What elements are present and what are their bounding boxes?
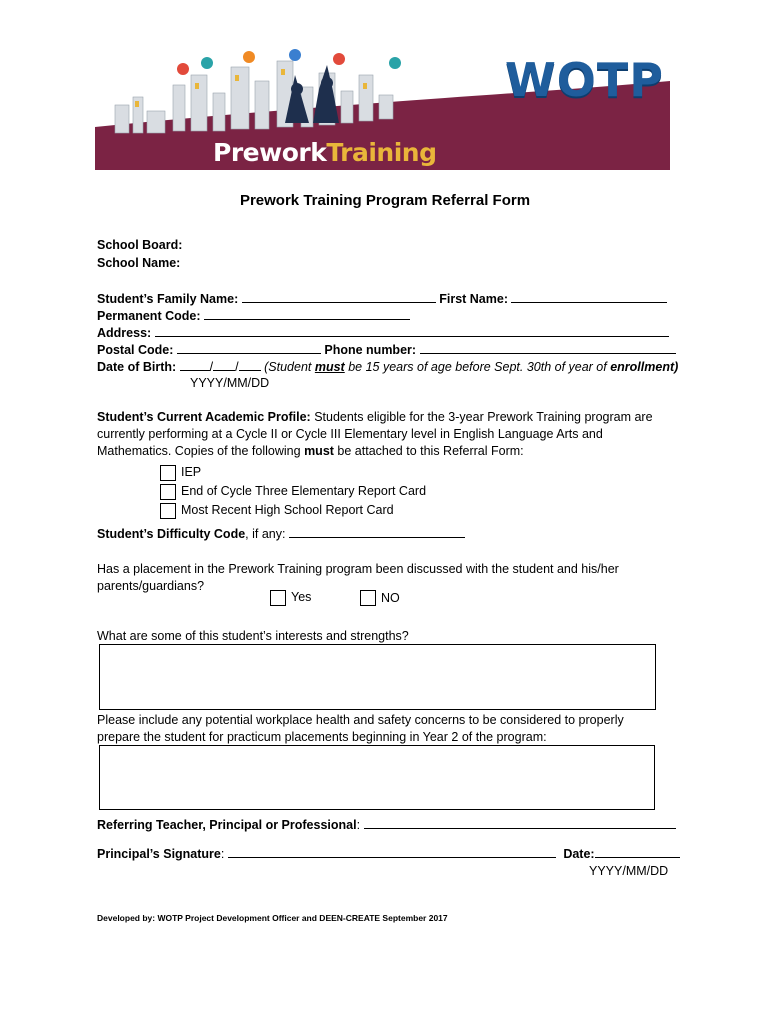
header-banner (95, 45, 670, 170)
placement-yes-checkbox[interactable] (270, 590, 286, 606)
difficulty-code-suffix: , if any: (245, 527, 286, 541)
safety-textarea[interactable] (99, 745, 655, 810)
dob-note-prefix: (Student (264, 360, 312, 374)
difficulty-code-label: Student’s Difficulty Code (97, 527, 246, 541)
postal-phone-row (97, 342, 676, 359)
placement-question-1: Has a placement in the Prework Training program been discussed with the student and his/her (97, 562, 619, 576)
iep-checkbox[interactable] (160, 465, 176, 481)
date-format-hint: YYYY/MM/DD (589, 864, 669, 878)
academic-profile-text-1: Students eligible for the 3-year Prework Training program are (314, 410, 653, 424)
dob-format-hint: YYYY/MM/DD (190, 376, 270, 390)
postal-code-label: Postal Code: (97, 343, 174, 357)
principal-signature-row: Principal’s Signature: Date: (97, 846, 680, 863)
referrer-label: Referring Teacher, Principal or Professional (97, 818, 357, 832)
academic-profile-text-2: currently performing at a Cycle II or Cycle III Elementary level in English Language Arts and (97, 427, 603, 441)
academic-profile-text-3-prefix: Mathematics. Copies of the following (97, 444, 301, 458)
academic-profile-paragraph (97, 409, 657, 460)
dob-note-suffix: be 15 years of age before Sept. 30th of year of (348, 360, 607, 374)
address-label: Address: (97, 326, 152, 340)
placement-no-checkbox[interactable] (360, 590, 376, 606)
placement-yes-label: Yes (291, 590, 312, 604)
high-school-report-checkbox[interactable] (160, 503, 176, 519)
phone-field[interactable] (420, 342, 676, 354)
permanent-code-row (97, 308, 410, 325)
phone-label: Phone number: (324, 343, 417, 357)
dob-note-end: enrollment) (610, 360, 679, 374)
wotp-logo: WOTP (505, 53, 664, 107)
high-school-report-label: Most Recent High School Report Card (181, 503, 394, 517)
safety-question-2: prepare the student for practicum placements beginning in Year 2 of the program: (97, 730, 547, 744)
difficulty-code-row (97, 526, 465, 543)
school-name-label: School Name: (97, 256, 181, 270)
dob-label: Date of Birth: (97, 360, 177, 374)
dob-day-field[interactable] (239, 359, 261, 371)
dob-row: Date of Birth: / / (Student must be 15 years of age before Sept. 30th of year of enrollment) (97, 360, 679, 374)
difficulty-code-field[interactable] (289, 526, 465, 538)
placement-no-label: NO (381, 591, 400, 605)
family-name-row (97, 291, 667, 308)
iep-label: IEP (181, 465, 202, 479)
principal-signature-label: Principal’s Signature (97, 847, 221, 861)
end-of-cycle-report-checkbox[interactable] (160, 484, 176, 500)
banner-title-word-1: Prework (213, 138, 327, 167)
first-name-field[interactable] (511, 291, 667, 303)
academic-profile-text-3-must: must (304, 444, 334, 458)
academic-profile-label: Student’s Current Academic Profile: (97, 410, 311, 424)
date-field[interactable] (595, 846, 680, 858)
postal-code-field[interactable] (177, 342, 321, 354)
address-row (97, 325, 669, 342)
banner-title (213, 138, 436, 167)
safety-question-1: Please include any potential workplace health and safety concerns to be considered to properly (97, 713, 624, 727)
dob-month-field[interactable] (213, 359, 235, 371)
first-name-label: First Name: (439, 292, 508, 306)
interests-textarea[interactable] (99, 644, 656, 710)
referrer-field[interactable] (364, 817, 676, 829)
dob-note-must: must (314, 360, 345, 374)
permanent-code-field[interactable] (204, 308, 410, 320)
end-of-cycle-report-label: End of Cycle Three Elementary Report Card (181, 484, 427, 498)
date-label: Date: (563, 847, 595, 861)
footer-credit: Developed by: WOTP Project Development Officer and DEEN-CREATE September 2017 (97, 913, 448, 923)
address-field[interactable] (155, 325, 669, 337)
dob-year-field[interactable] (180, 359, 210, 371)
banner-title-word-2: Training (326, 138, 437, 167)
permanent-code-label: Permanent Code: (97, 309, 201, 323)
referrer-row: Referring Teacher, Principal or Professional: (97, 817, 676, 834)
school-board-label: School Board: (97, 238, 183, 252)
form-title: Prework Training Program Referral Form (239, 192, 531, 209)
academic-profile-text-3-suffix: be attached to this Referral Form: (337, 444, 524, 458)
family-name-field[interactable] (242, 291, 436, 303)
family-name-label: Student’s Family Name: (97, 292, 239, 306)
principal-signature-field[interactable] (228, 846, 556, 858)
placement-question-2: parents/guardians? (97, 579, 205, 593)
interests-question: What are some of this student’s interests and strengths? (97, 629, 409, 643)
